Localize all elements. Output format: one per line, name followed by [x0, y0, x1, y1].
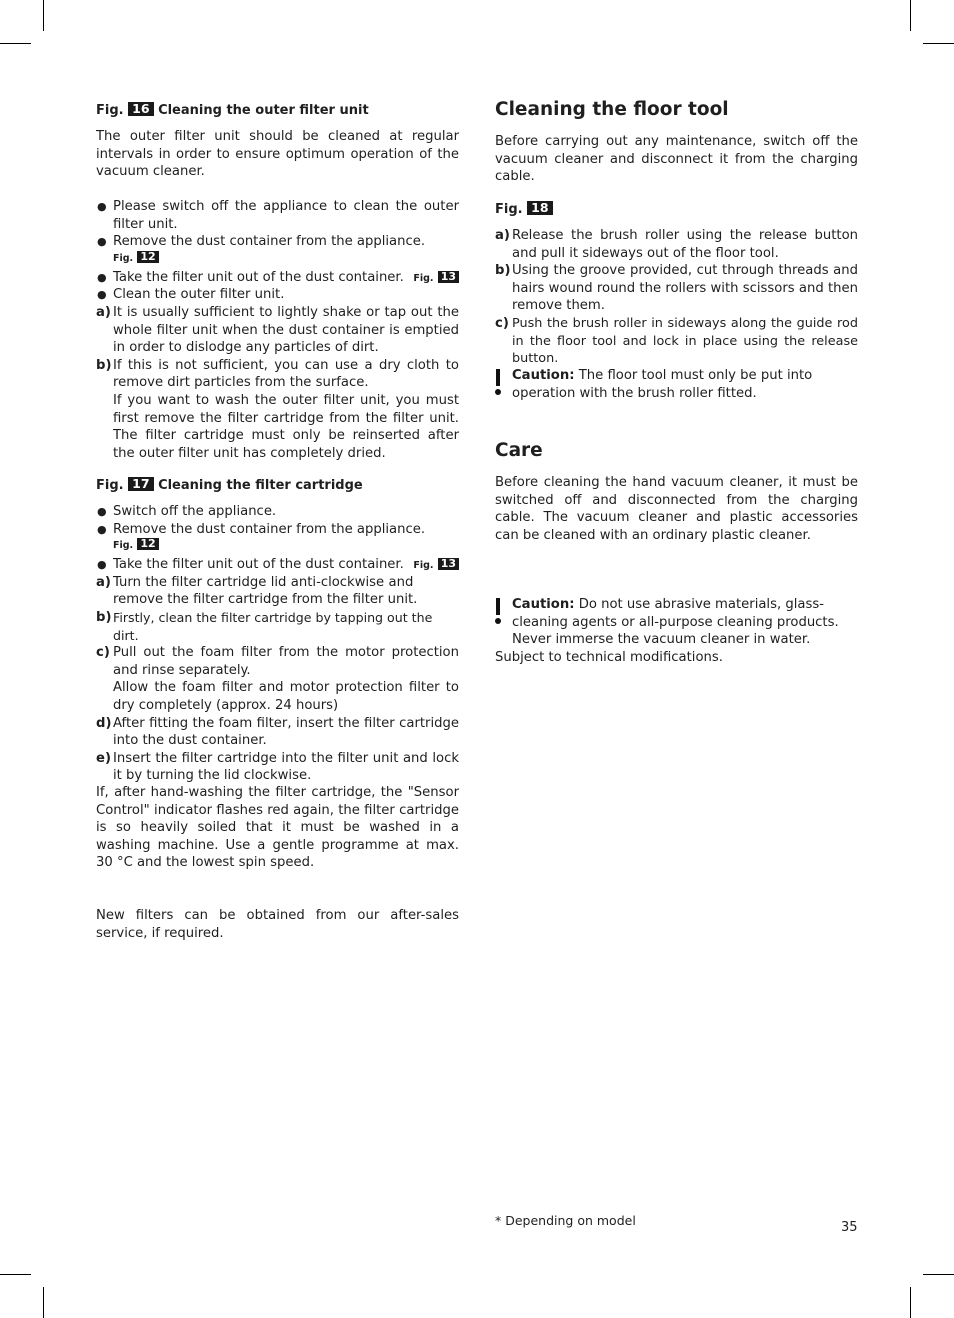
- footnote: * Depending on model: [495, 1213, 636, 1228]
- fig-reference: Fig. 12: [113, 538, 459, 552]
- filter-cartridge-steps: [96, 503, 459, 785]
- list-item-text: Insert the filter cartridge into the filter unit and lock it by turning the lid clockwise.: [113, 750, 459, 784]
- care-heading: Care: [495, 440, 543, 461]
- sensor-control-note: If, after hand-washing the filter cartridge, the "Sensor Control" indicator flashes red again, the filter cartridge is so heavily soiled that it must be washed in a washing machine. Use a gentle programme at max. 30 °C and the lowest spin speed.: [96, 785, 459, 871]
- fig17-heading: [96, 477, 459, 495]
- list-item-text: Remove the dust container from the appliance.: [113, 234, 426, 250]
- caution-text: Do not use abrasive materials, glass-: [578, 597, 824, 613]
- step-label: e): [96, 750, 111, 766]
- floor-tool-steps: [495, 227, 858, 368]
- bullet-icon: ●: [97, 200, 107, 213]
- list-item: [96, 503, 459, 521]
- list-item: [96, 304, 459, 357]
- floor-tool-intro: Before carrying out any maintenance, switch off the vacuum cleaner and disconnect it from the charging cable.: [495, 134, 858, 185]
- list-item: [96, 286, 459, 304]
- bullet-icon: ●: [97, 235, 107, 249]
- list-item: [96, 198, 459, 233]
- list-item-text: Allow the foam filter and motor protection filter to dry completely (approx. 24 hours): [113, 680, 459, 713]
- floor-tool-heading: Cleaning the floor tool: [495, 99, 729, 120]
- fig-label: Fig.: [495, 202, 523, 217]
- list-item-text: Release the brush roller using the release button and pull it sideways out of the floor tool.: [512, 228, 858, 261]
- step-label: a): [495, 228, 510, 243]
- list-item: [96, 574, 459, 609]
- care-intro: Before cleaning the hand vacuum cleaner, it must be switched off and disconnected from the charging cable. The vacuum cleaner and plastic accessories can be cleaned with an ordinary plastic cleaner.: [495, 475, 858, 543]
- bullet-icon: ●: [97, 505, 107, 518]
- step-label: b): [96, 609, 112, 625]
- bullet-icon: ●: [97, 558, 107, 572]
- step-label: c): [495, 315, 509, 331]
- list-item-text: Pull out the foam filter from the motor protection and rinse separately.: [113, 645, 459, 678]
- crop-mark: [910, 1287, 911, 1318]
- fig16-heading: [96, 102, 459, 120]
- fig-number-badge: 16: [128, 102, 153, 116]
- page-number: 35: [841, 1220, 858, 1235]
- fig-number-badge: 18: [527, 201, 552, 215]
- fig-reference: Fig. 12: [113, 251, 459, 265]
- list-item: [96, 233, 459, 265]
- bullet-icon: ●: [97, 288, 107, 302]
- fig-reference: Fig. 13: [413, 556, 459, 575]
- step-label: c): [96, 645, 110, 661]
- list-item-text: Firstly, clean the filter cartridge by tapping out the dirt.: [113, 609, 433, 643]
- list-item-text: Take the filter unit out of the dust container.: [113, 557, 404, 573]
- list-item-text: Take the filter unit out of the dust container.: [113, 269, 404, 285]
- right-column: [495, 0, 858, 665]
- list-item: [96, 715, 459, 750]
- list-item-text: Using the groove provided, cut through threads and hairs wound round the rollers with scissors and then remove them.: [512, 263, 858, 314]
- bullet-icon: ●: [97, 522, 107, 536]
- caution-text: The floor tool must only be put into operation with the brush roller fitted.: [512, 368, 813, 401]
- list-item-text: After fitting the foam filter, insert the filter cartridge into the dust container.: [113, 715, 459, 749]
- fig-label: Fig.: [96, 103, 124, 118]
- list-item: [96, 609, 459, 644]
- caution-care: [495, 596, 858, 649]
- fig18-heading: [495, 201, 858, 219]
- list-item: [96, 357, 459, 463]
- crop-mark: [0, 1274, 31, 1275]
- list-item-text: Switch off the appliance.: [113, 504, 277, 519]
- crop-mark: [43, 1287, 44, 1318]
- list-item: [96, 269, 459, 287]
- fig-reference: Fig. 13: [413, 269, 459, 288]
- section-title: Cleaning the outer filter unit: [158, 103, 369, 118]
- step-label: b): [96, 357, 112, 373]
- caution-label: Caution:: [512, 597, 575, 613]
- caution-label: Caution:: [512, 368, 575, 383]
- list-item-text: Please switch off the appliance to clean the outer filter unit.: [113, 199, 459, 232]
- section-title: Cleaning the filter cartridge: [158, 478, 363, 493]
- fig-number-badge: 12: [137, 251, 158, 263]
- list-item: [495, 227, 858, 262]
- list-item-text: It is usually sufficient to lightly shake or tap out the whole filter unit when the dust container is emptied in order to dislodge any particles of dirt.: [113, 304, 459, 356]
- caution-floor-tool: [495, 367, 858, 402]
- crop-mark: [910, 0, 911, 31]
- outer-filter-intro: The outer filter unit should be cleaned at regular intervals in order to ensure optimum operation of the vacuum cleaner.: [96, 129, 459, 180]
- list-item: [495, 315, 858, 368]
- crop-mark: [0, 43, 31, 44]
- crop-mark: [43, 0, 44, 31]
- list-item-text: Push the brush roller in sideways along the guide rod in the floor tool and lock in place using the release button.: [512, 315, 858, 367]
- caution-text: cleaning agents or all-purpose cleaning products.: [512, 614, 839, 630]
- list-item: [495, 262, 858, 315]
- fig-number-badge: 17: [128, 477, 153, 491]
- technical-modifications-note: Subject to technical modifications.: [495, 650, 723, 665]
- step-label: b): [495, 263, 511, 279]
- crop-mark: [923, 43, 954, 44]
- list-item-text: Remove the dust container from the appliance.: [113, 521, 426, 537]
- step-label: d): [96, 715, 112, 731]
- list-item-text: If this is not sufficient, you can use a dry cloth to remove dirt particles from the surface.: [113, 357, 459, 391]
- fig-number-badge: 13: [438, 558, 459, 570]
- outer-filter-steps: [96, 198, 459, 462]
- list-item: [96, 556, 459, 574]
- bullet-icon: ●: [97, 270, 107, 284]
- crop-mark: [923, 1274, 954, 1275]
- list-item-text: Turn the filter cartridge lid anti-clockwise and remove the filter cartridge from the filter unit.: [113, 574, 418, 608]
- filters-note: New filters can be obtained from our after-sales service, if required.: [96, 908, 459, 941]
- list-item: [96, 750, 459, 785]
- list-item: [96, 521, 459, 553]
- fig-label: Fig.: [96, 478, 124, 493]
- caution-text: Never immerse the vacuum cleaner in water.: [512, 632, 811, 648]
- step-label: a): [96, 304, 111, 320]
- list-item-text: Clean the outer filter unit.: [113, 287, 285, 303]
- fig-number-badge: 13: [438, 271, 459, 283]
- step-label: a): [96, 574, 111, 590]
- list-item: [96, 644, 459, 714]
- fig-number-badge: 12: [137, 538, 158, 550]
- list-item-text: If you want to wash the outer filter unit, you must first remove the filter cartridge from the filter unit. The filter cartridge must only be reinserted after the outer filter unit has completely dried.: [113, 392, 459, 461]
